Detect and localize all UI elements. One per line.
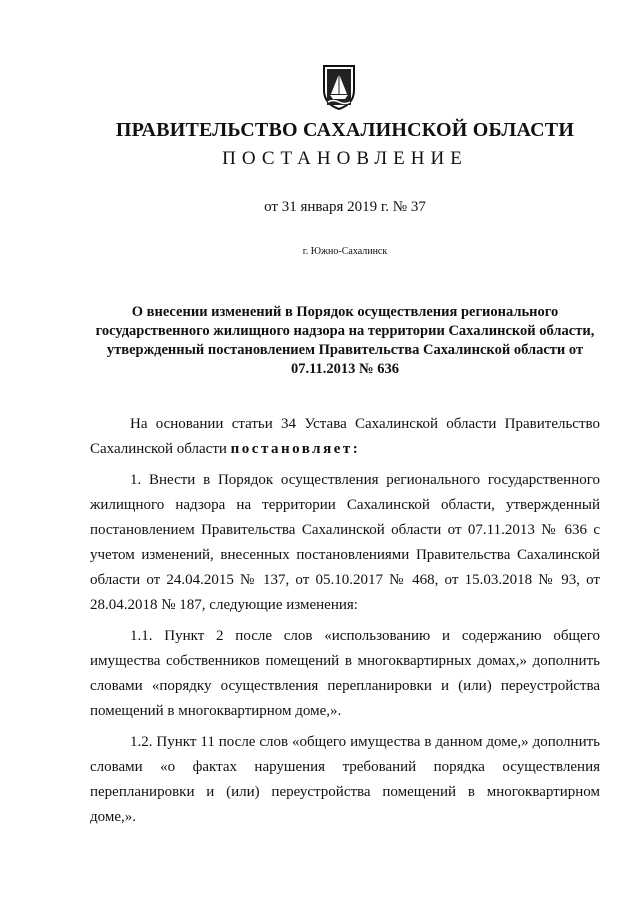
document-body [90, 412, 600, 836]
body-paragraph-4: 1.2. Пункт 11 после слов «общего имущества в данном доме,» дополнить словами «о фактах нарушения требований порядка осуществления перепланировки и (или) переустройства помещений в многоквартирном доме,». [90, 734, 600, 825]
body-paragraph-1-emphasis: постановляет: [230, 441, 361, 457]
organization-heading: ПРАВИТЕЛЬСТВО САХАЛИНСКОЙ ОБЛАСТИ [115, 119, 575, 141]
document-date-number: от 31 января 2019 г. № 37 [264, 199, 426, 215]
document-subject: О внесении изменений в Порядок осуществления регионального государственного жилищного надзора на территории Сахалинской области, утвержденный постановлением Правительства Сахалинской области от 07.11.2013 № 636 [95, 304, 595, 377]
body-paragraph-1 [90, 412, 600, 462]
sakhalin-coat-of-arms-icon [322, 64, 356, 110]
body-paragraph-3: 1.1. Пункт 2 после слов «использованию и содержанию общего имущества собственников помещений в многоквартирных домах,» дополнить словами «порядку осуществления перепланировки и (или) переустройства помещений в многоквартирном доме,». [90, 628, 600, 719]
document-city: г. Южно-Сахалинск [302, 246, 388, 257]
document-type-heading: ПОСТАНОВЛЕНИЕ [222, 148, 468, 169]
body-paragraph-1-text: На основании статьи 34 Устава Сахалинской области Правительство Сахалинской области [90, 416, 600, 457]
body-paragraph-2: 1. Внести в Порядок осуществления регионального государственного жилищного надзора на территории Сахалинской области, утвержденный постановлением Правительства Сахалинской области от 07.11.2013 № 636 с учетом изменений, внесенных постановлениями Правительства Сахалинской области от 24.04.2015 № 137, от 05.10.2017 № 468, от 15.03.2018 № 93, от 28.04.2018 № 187, следующие изменения: [90, 472, 600, 613]
